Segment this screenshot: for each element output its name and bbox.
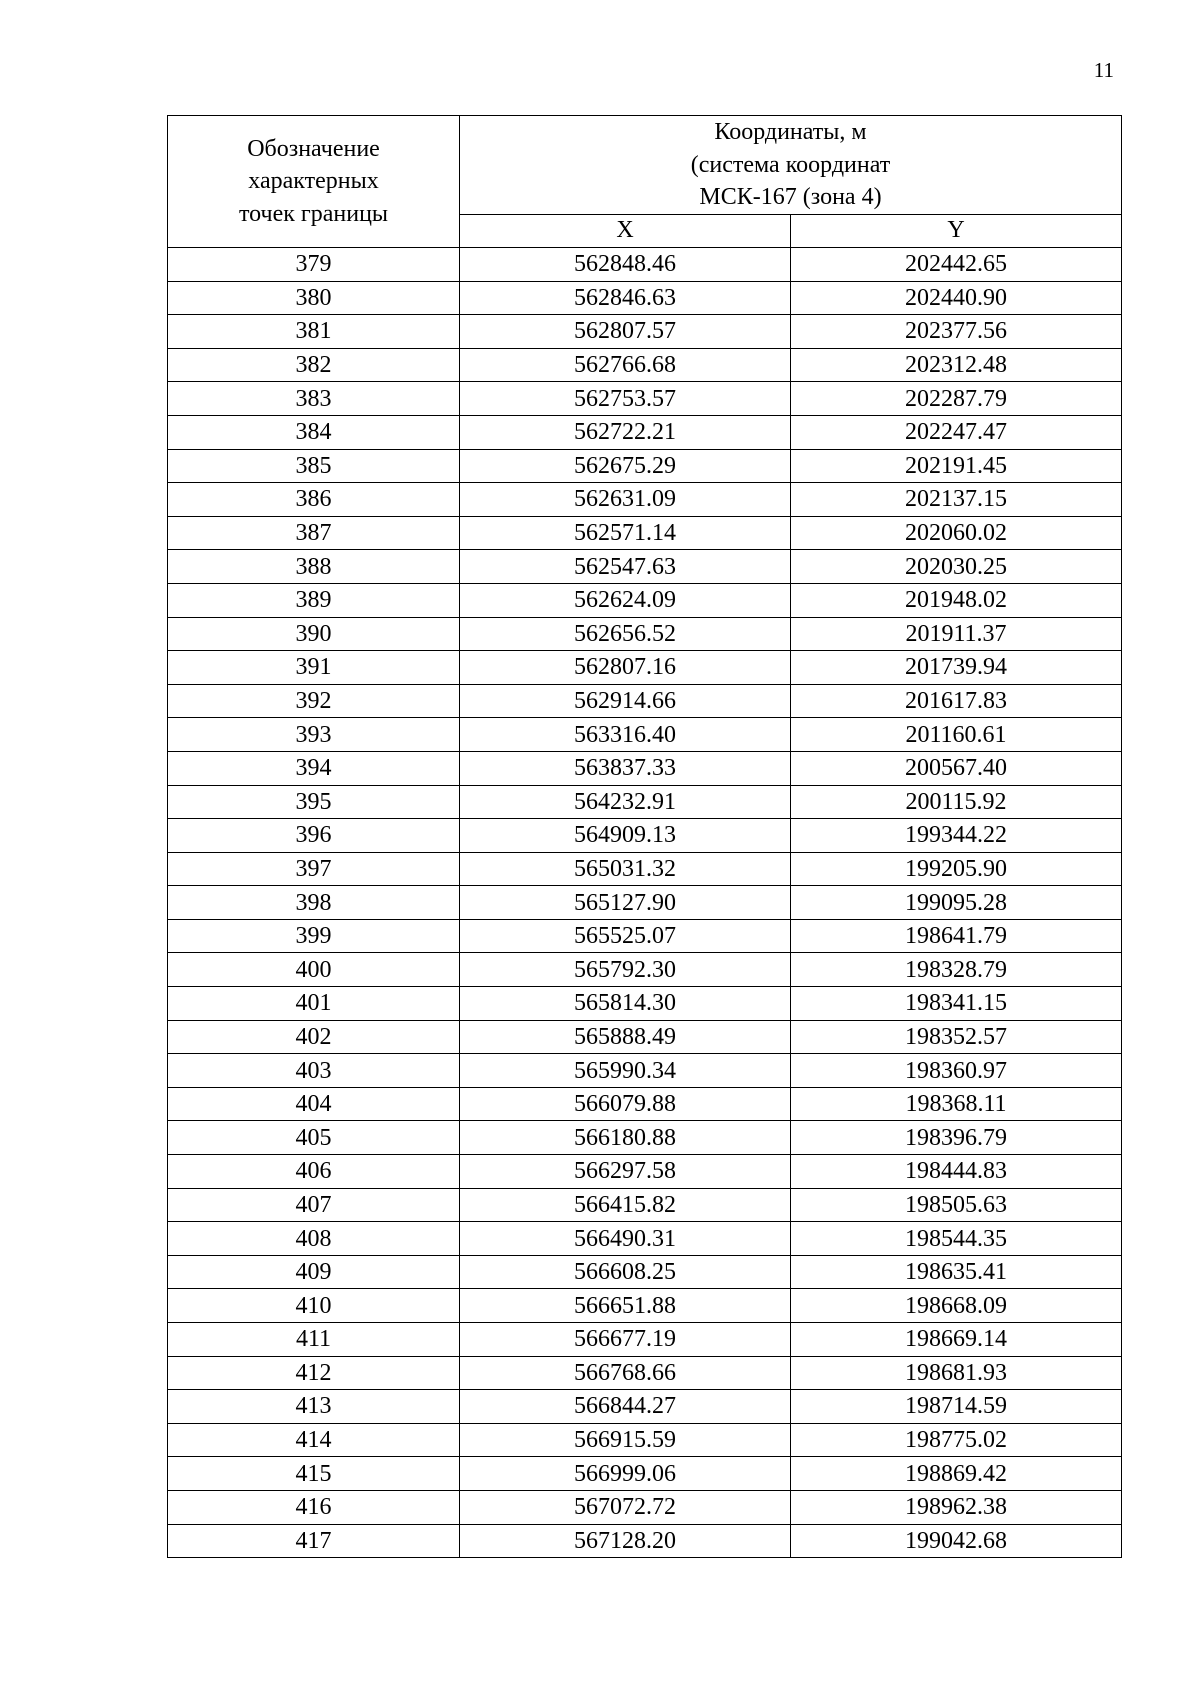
point-cell: 407: [168, 1188, 460, 1222]
y-coordinate-cell: 198635.41: [791, 1255, 1122, 1289]
coordinates-group-header: [460, 116, 1122, 215]
point-cell: 398: [168, 886, 460, 920]
x-coordinate-cell: 566297.58: [460, 1155, 791, 1189]
point-cell: 414: [168, 1423, 460, 1457]
y-coordinate-cell: 198396.79: [791, 1121, 1122, 1155]
point-cell: 387: [168, 516, 460, 550]
x-coordinate-cell: 566768.66: [460, 1356, 791, 1390]
table-row: [168, 819, 1122, 853]
x-coordinate-cell: 566079.88: [460, 1087, 791, 1121]
x-coordinate-cell: 566844.27: [460, 1390, 791, 1424]
y-coordinate-cell: 200115.92: [791, 785, 1122, 819]
y-coordinate-cell: 198641.79: [791, 919, 1122, 953]
y-coordinate-cell: 198368.11: [791, 1087, 1122, 1121]
table-row: [168, 1188, 1122, 1222]
y-coordinate-cell: 198328.79: [791, 953, 1122, 987]
table-row: [168, 751, 1122, 785]
x-coordinate-cell: 562624.09: [460, 583, 791, 617]
point-cell: 403: [168, 1054, 460, 1088]
point-cell: 413: [168, 1390, 460, 1424]
x-coordinate-cell: 562766.68: [460, 348, 791, 382]
x-coordinate-cell: 562571.14: [460, 516, 791, 550]
coordinates-table: [167, 115, 1122, 1558]
point-cell: 395: [168, 785, 460, 819]
y-coordinate-cell: 202060.02: [791, 516, 1122, 550]
x-coordinate-cell: 565127.90: [460, 886, 791, 920]
x-coordinate-cell: 566999.06: [460, 1457, 791, 1491]
y-coordinate-cell: 202137.15: [791, 483, 1122, 517]
point-cell: 404: [168, 1087, 460, 1121]
table-row: [168, 852, 1122, 886]
point-cell: 382: [168, 348, 460, 382]
y-coordinate-cell: 198962.38: [791, 1490, 1122, 1524]
x-coordinate-cell: 562848.46: [460, 248, 791, 282]
x-coordinate-cell: 565888.49: [460, 1020, 791, 1054]
point-cell: 397: [168, 852, 460, 886]
y-coordinate-cell: 201160.61: [791, 718, 1122, 752]
y-coordinate-cell: 198714.59: [791, 1390, 1122, 1424]
x-coordinate-cell: 562722.21: [460, 415, 791, 449]
x-coordinate-cell: 565031.32: [460, 852, 791, 886]
x-coordinate-cell: 565792.30: [460, 953, 791, 987]
y-coordinate-cell: 201739.94: [791, 651, 1122, 685]
table-row: [168, 953, 1122, 987]
point-cell: 388: [168, 550, 460, 584]
point-cell: 401: [168, 987, 460, 1021]
x-coordinate-cell: 567072.72: [460, 1490, 791, 1524]
table-row: [168, 1457, 1122, 1491]
point-cell: 412: [168, 1356, 460, 1390]
point-cell: 384: [168, 415, 460, 449]
x-coordinate-cell: 566677.19: [460, 1323, 791, 1357]
point-cell: 392: [168, 684, 460, 718]
x-coordinate-cell: 565990.34: [460, 1054, 791, 1088]
table-row: [168, 1020, 1122, 1054]
table-row: [168, 449, 1122, 483]
point-cell: 399: [168, 919, 460, 953]
point-cell: 416: [168, 1490, 460, 1524]
coords-header-line: Координаты, м: [714, 119, 867, 146]
table-row: [168, 1087, 1122, 1121]
x-coordinate-cell: 562547.63: [460, 550, 791, 584]
point-header-line: характерных: [248, 168, 379, 195]
table-row: [168, 1289, 1122, 1323]
x-coordinate-cell: 563837.33: [460, 751, 791, 785]
x-coordinate-cell: 565814.30: [460, 987, 791, 1021]
point-cell: 386: [168, 483, 460, 517]
point-cell: 390: [168, 617, 460, 651]
x-coordinate-cell: 567128.20: [460, 1524, 791, 1558]
point-cell: 400: [168, 953, 460, 987]
y-coordinate-cell: 202440.90: [791, 281, 1122, 315]
table-row: [168, 1222, 1122, 1256]
point-header-line: Обозначение: [247, 135, 380, 162]
y-coordinate-cell: 199205.90: [791, 852, 1122, 886]
table-body: [168, 248, 1122, 1558]
x-coordinate-cell: 562846.63: [460, 281, 791, 315]
y-coordinate-cell: 198352.57: [791, 1020, 1122, 1054]
point-cell: 417: [168, 1524, 460, 1558]
x-coordinate-cell: 562807.16: [460, 651, 791, 685]
y-coordinate-cell: 198444.83: [791, 1155, 1122, 1189]
point-cell: 385: [168, 449, 460, 483]
x-column-header: X: [460, 215, 791, 248]
y-coordinate-cell: 201948.02: [791, 583, 1122, 617]
table-row: [168, 281, 1122, 315]
coords-header-line: МСК-167 (зона 4): [699, 184, 882, 211]
point-cell: 391: [168, 651, 460, 685]
point-cell: 379: [168, 248, 460, 282]
table-row: [168, 785, 1122, 819]
point-cell: 394: [168, 751, 460, 785]
table-header: [168, 116, 1122, 248]
table-row: [168, 919, 1122, 953]
x-coordinate-cell: 565525.07: [460, 919, 791, 953]
point-designation-header: [168, 116, 460, 248]
point-cell: 381: [168, 315, 460, 349]
x-coordinate-cell: 562807.57: [460, 315, 791, 349]
y-coordinate-cell: 198360.97: [791, 1054, 1122, 1088]
point-cell: 410: [168, 1289, 460, 1323]
table-row: [168, 1255, 1122, 1289]
x-coordinate-cell: 562656.52: [460, 617, 791, 651]
y-coordinate-cell: 202377.56: [791, 315, 1122, 349]
point-cell: 405: [168, 1121, 460, 1155]
y-coordinate-cell: 202287.79: [791, 382, 1122, 416]
y-coordinate-cell: 201617.83: [791, 684, 1122, 718]
table-row: [168, 1490, 1122, 1524]
table-row: [168, 651, 1122, 685]
table-row: [168, 348, 1122, 382]
y-coordinate-cell: 198341.15: [791, 987, 1122, 1021]
y-coordinate-cell: 198544.35: [791, 1222, 1122, 1256]
y-coordinate-cell: 199344.22: [791, 819, 1122, 853]
x-coordinate-cell: 566915.59: [460, 1423, 791, 1457]
x-coordinate-cell: 563316.40: [460, 718, 791, 752]
table-row: [168, 516, 1122, 550]
table-row: [168, 248, 1122, 282]
table-row: [168, 550, 1122, 584]
table-row: [168, 1121, 1122, 1155]
y-coordinate-cell: 200567.40: [791, 751, 1122, 785]
x-coordinate-cell: 566651.88: [460, 1289, 791, 1323]
table-row: [168, 987, 1122, 1021]
point-cell: 409: [168, 1255, 460, 1289]
table-row: [168, 684, 1122, 718]
y-coordinate-cell: 202312.48: [791, 348, 1122, 382]
point-cell: 389: [168, 583, 460, 617]
table-row: [168, 617, 1122, 651]
table-row: [168, 1356, 1122, 1390]
table-row: [168, 1323, 1122, 1357]
table-row: [168, 415, 1122, 449]
y-coordinate-cell: 198668.09: [791, 1289, 1122, 1323]
point-cell: 406: [168, 1155, 460, 1189]
x-coordinate-cell: 562753.57: [460, 382, 791, 416]
y-coordinate-cell: 198505.63: [791, 1188, 1122, 1222]
y-coordinate-cell: 201911.37: [791, 617, 1122, 651]
y-coordinate-cell: 202030.25: [791, 550, 1122, 584]
y-coordinate-cell: 202191.45: [791, 449, 1122, 483]
x-coordinate-cell: 566415.82: [460, 1188, 791, 1222]
point-cell: 402: [168, 1020, 460, 1054]
point-cell: 393: [168, 718, 460, 752]
x-coordinate-cell: 564232.91: [460, 785, 791, 819]
page-number: 11: [1093, 58, 1114, 82]
y-coordinate-cell: 198681.93: [791, 1356, 1122, 1390]
point-cell: 383: [168, 382, 460, 416]
table-row: [168, 1423, 1122, 1457]
table-row: [168, 886, 1122, 920]
y-coordinate-cell: 198869.42: [791, 1457, 1122, 1491]
y-column-header: Y: [791, 215, 1122, 248]
table-row: [168, 1054, 1122, 1088]
table-row: [168, 315, 1122, 349]
table-row: [168, 1155, 1122, 1189]
x-coordinate-cell: 566180.88: [460, 1121, 791, 1155]
x-coordinate-cell: 566608.25: [460, 1255, 791, 1289]
x-coordinate-cell: 562631.09: [460, 483, 791, 517]
table-row: [168, 483, 1122, 517]
y-coordinate-cell: 202442.65: [791, 248, 1122, 282]
point-cell: 411: [168, 1323, 460, 1357]
point-cell: 408: [168, 1222, 460, 1256]
table-row: [168, 382, 1122, 416]
point-cell: 380: [168, 281, 460, 315]
table-row: [168, 1390, 1122, 1424]
y-coordinate-cell: 199095.28: [791, 886, 1122, 920]
x-coordinate-cell: 562914.66: [460, 684, 791, 718]
x-coordinate-cell: 564909.13: [460, 819, 791, 853]
table-row: [168, 718, 1122, 752]
table-row: [168, 583, 1122, 617]
y-coordinate-cell: 198775.02: [791, 1423, 1122, 1457]
table-row: [168, 1524, 1122, 1558]
coords-header-line: (система координат: [690, 151, 891, 178]
y-coordinate-cell: 198669.14: [791, 1323, 1122, 1357]
point-cell: 415: [168, 1457, 460, 1491]
x-coordinate-cell: 566490.31: [460, 1222, 791, 1256]
point-cell: 396: [168, 819, 460, 853]
x-coordinate-cell: 562675.29: [460, 449, 791, 483]
y-coordinate-cell: 199042.68: [791, 1524, 1122, 1558]
point-header-line: точек границы: [238, 200, 389, 227]
y-coordinate-cell: 202247.47: [791, 415, 1122, 449]
